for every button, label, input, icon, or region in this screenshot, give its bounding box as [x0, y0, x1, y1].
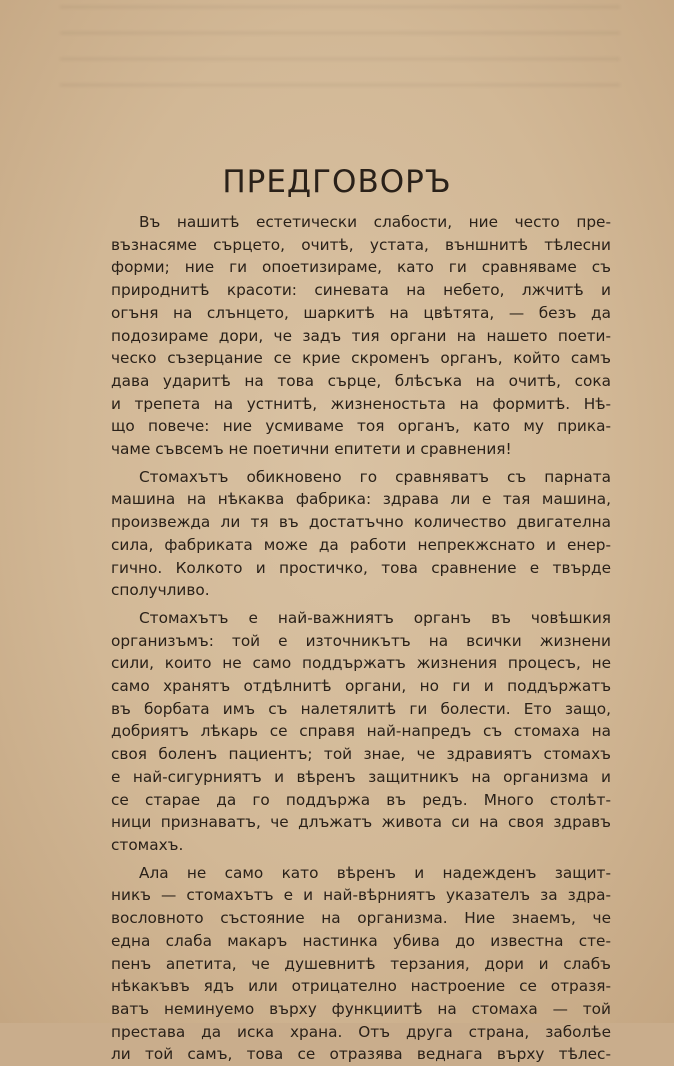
- paragraph-1: [111, 211, 611, 461]
- text-line: никъ — стомахътъ е и най-вѣрниятъ указателъ за здра-: [111, 886, 611, 905]
- text-line: престава да иска храна. Отъ друга страна, заболѣе: [111, 1022, 611, 1041]
- text-line: своя боленъ пациентъ; той знае, че здравиятъ стомахъ: [111, 745, 611, 764]
- text-line: машина на нѣкаква фабрика: здрава ли е тая машина,: [111, 490, 611, 509]
- text-line: форми; ние ги опоетизираме, като ги сравняваме съ: [111, 258, 611, 277]
- text-line: огъня на слънцето, шаркитѣ на цвѣтята, — безъ да: [111, 303, 611, 322]
- text-line: подозираме дори, че задъ тия органи на нашето поети-: [111, 326, 611, 345]
- text-line: ческо съзерцание се крие скроменъ органъ, който самъ: [111, 349, 611, 368]
- show-through-text: [60, 6, 620, 86]
- text-line: сили, които не само поддържатъ жизнения процесъ, не: [111, 654, 611, 673]
- text-line: само хранятъ отдѣлнитѣ органи, но ги и поддържатъ: [111, 677, 611, 696]
- text-line: въ борбата имъ съ налетялитѣ ги болести. Ето защо,: [111, 699, 611, 718]
- text-line: нѣкакъвъ ядъ или отрицателно настроение се отразя-: [111, 977, 611, 996]
- text-line: сполучливо.: [111, 581, 210, 600]
- text-line: що повече: ние усмиваме тоя органъ, като му прика-: [111, 417, 611, 436]
- paragraph-4: [111, 862, 611, 1066]
- paragraph-3: [111, 607, 611, 857]
- text-line: Стомахътъ е най-важниятъ органъ въ човѣшкия: [139, 608, 611, 627]
- text-line: Ала не само като вѣренъ и надежденъ защит-: [139, 863, 611, 882]
- text-line: се старае да го поддържа въ редъ. Много столѣт-: [111, 790, 611, 809]
- text-line: сила, фабриката може да работи непрекжснато и енер-: [111, 535, 611, 554]
- text-line: е най-сигурниятъ и вѣренъ защитникъ на организма и: [111, 767, 611, 786]
- text-line: природнитѣ красоти: синевата на небето, лжчитѣ и: [111, 281, 611, 300]
- text-line: дава ударитѣ на това сърце, блѣсъка на очитѣ, сока: [111, 371, 611, 390]
- paragraph-2: [111, 466, 611, 602]
- text-line: Стомахътъ обикновено го сравняватъ съ парната: [139, 467, 611, 486]
- text-line: Въ нашитѣ естетически слабости, ние често пре-: [139, 213, 611, 231]
- text-line: чаме съвсемъ не поетични епитети и сравнения!: [111, 440, 512, 459]
- text-line: организъмъ: той е източникътъ на всички жизнени: [111, 631, 611, 650]
- text-line: стомахъ.: [111, 835, 184, 854]
- text-line: ли той самъ, това се отразява веднага върху тѣлес-: [111, 1045, 611, 1064]
- text-line: пенъ апетита, че душевнитѣ терзания, дори и слабъ: [111, 954, 611, 973]
- text-line: ватъ неминуемо върху функциитѣ на стомаха — той: [111, 999, 611, 1018]
- text-line: ници признаватъ, че длъжатъ живота си на своя здравъ: [111, 813, 611, 832]
- text-line: гично. Колкото и простичко, това сравнение е твърде: [111, 558, 611, 577]
- text-line: възнасяме сърцето, очитѣ, устата, външнитѣ тѣлесни: [111, 235, 611, 254]
- text-line: произвежда ли тя въ достатъчно количество двигателна: [111, 513, 611, 532]
- text-line: и трепета на устнитѣ, жизненостьта на формитѣ. Нѣ-: [111, 394, 611, 413]
- page-title: ПРЕДГОВОРЪ: [222, 164, 452, 200]
- text-line: вословното състояние на организма. Ние знаемъ, че: [111, 909, 611, 928]
- preface-body: [111, 211, 611, 1066]
- text-line: добриятъ лѣкарь се справя най-напредъ съ стомаха на: [111, 722, 611, 741]
- text-line: една слаба макаръ настинка убива до известна сте-: [111, 931, 611, 950]
